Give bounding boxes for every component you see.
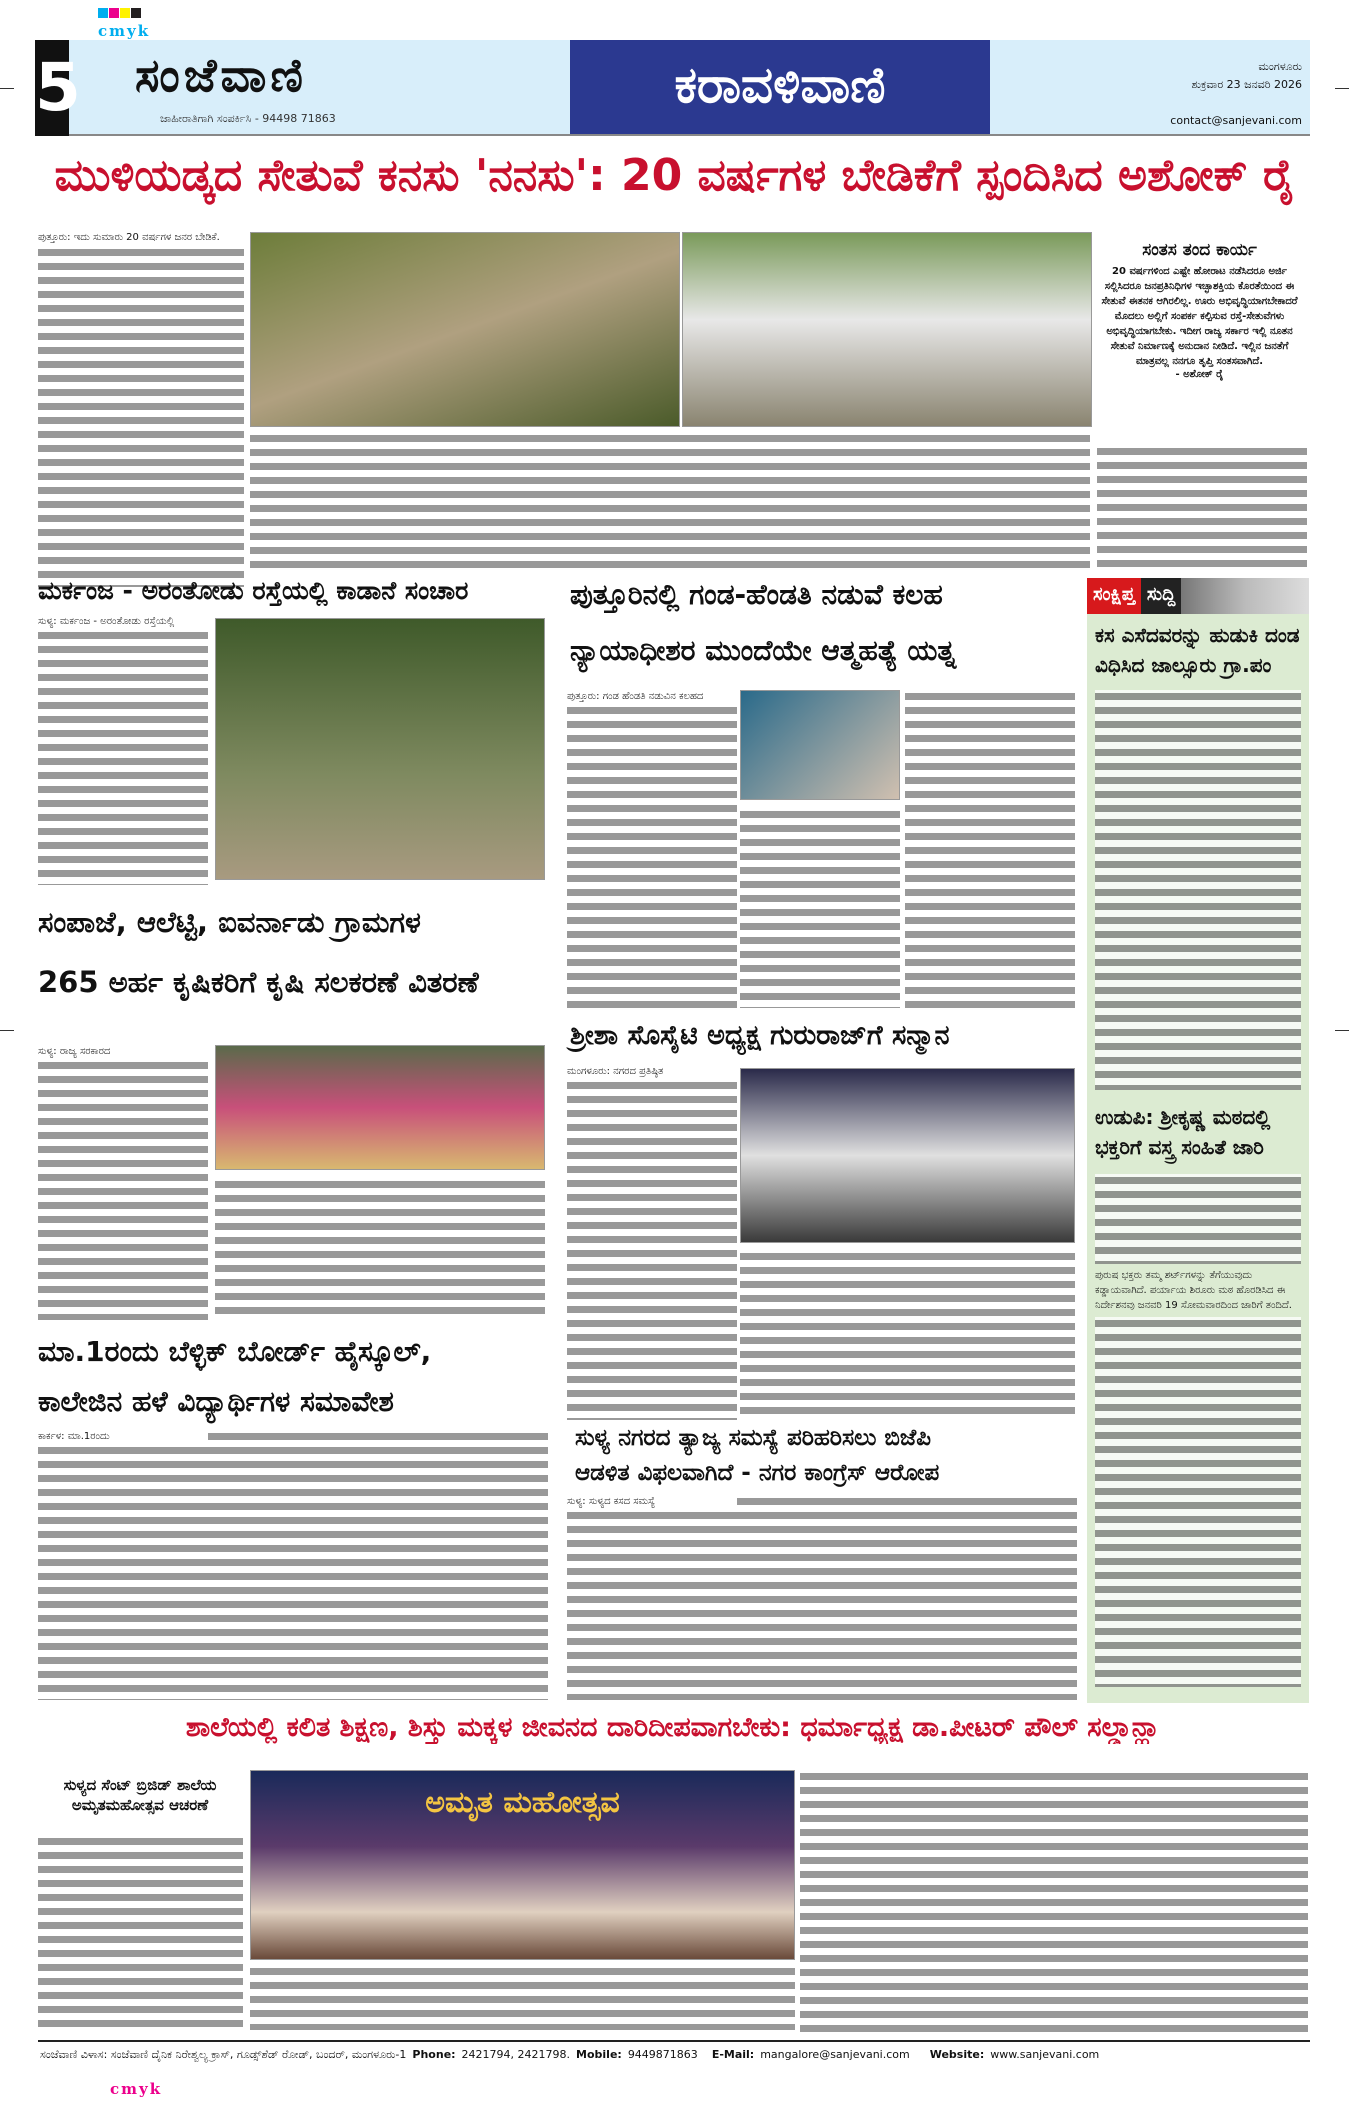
section-logo: ಕರಾವಳಿವಾಣಿ	[570, 40, 990, 134]
paper-logo: ಸಂಜೆವಾಣಿ	[135, 48, 307, 102]
story-headline: ನ್ಯಾಯಾಧೀಶರ ಮುಂದೆಯೇ ಆತ್ಮಹತ್ಯೆ ಯತ್ನ	[570, 634, 957, 667]
cmyk-label: cmyk	[98, 22, 151, 40]
elephant-photo	[215, 618, 545, 880]
lead-sidebar	[1097, 240, 1302, 380]
group-photo	[682, 232, 1092, 427]
lead-body-right	[1097, 445, 1307, 570]
crop-mark	[0, 88, 14, 89]
brief-body	[1095, 1317, 1301, 1687]
bridge-photo	[250, 232, 680, 427]
brief-body	[1095, 1174, 1301, 1264]
brief-news-panel	[1087, 578, 1309, 1703]
story-body-start: ಸುಳ್ಯ: ಮರ್ಕಂಜ - ಅರಂತೋಡು ರಸ್ತೆಯಲ್ಲಿ	[38, 615, 208, 629]
photo-banner-text: ಅಮೃತ ಮಹೋತ್ಸವ	[425, 1785, 620, 1820]
brief-label-red: ಸಂಕ್ಷಿಪ್ತ	[1087, 578, 1141, 614]
story-headline: ಮಾ.1ರಂದು ಬೆಳ್ಳಿಕ್ ಬೋರ್ಡ್ ಹೈಸ್ಕೂಲ್,	[38, 1335, 432, 1368]
color-registration-top	[98, 4, 150, 40]
phone: 2421794, 2421798.	[461, 2048, 571, 2061]
crop-mark	[0, 1030, 14, 1031]
black-swatch	[131, 8, 141, 18]
footer	[40, 2048, 1310, 2062]
lead-headline: ಮುಳಿಯಡ್ಕದ ಸೇತುವೆ ಕನಸು 'ನನಸು': 20 ವರ್ಷಗಳ ಬೇಡಿಕೆಗೆ ಸ್ಪಂದಿಸಿದ ಅಶೋಕ್ ರೈ	[54, 150, 1296, 201]
footer-email[interactable]: mangalore@sanjevani.com	[760, 2048, 910, 2061]
masthead	[35, 40, 1310, 136]
city: ಮಂಗಳೂರು	[1258, 60, 1302, 73]
phone-label: Phone:	[412, 2048, 456, 2061]
story-headline: ಆಡಳಿತ ವಿಫಲವಾಗಿದೆ - ನಗರ ಕಾಂಗ್ರೆಸ್ ಆರೋಪ	[575, 1460, 940, 1486]
brief-body	[1095, 690, 1301, 1090]
contact-email[interactable]: contact@sanjevani.com	[1170, 114, 1302, 127]
story-body	[38, 1045, 208, 1320]
cyan-swatch	[98, 8, 108, 18]
farmers-photo	[215, 1045, 545, 1170]
story-body	[905, 690, 1075, 1010]
sidebar-title: ಸಂತಸ ತಂದ ಕಾರ್ಯ	[1142, 240, 1257, 260]
story-body-start: ಸುಳ್ಯ: ರಾಜ್ಯ ಸರಕಾರದ	[38, 1045, 208, 1059]
story-body-start: ಪುತ್ತೂರು: ಗಂಡ ಹೆಂಡತಿ ನಡುವಿನ ಕಲಹದ	[567, 690, 737, 704]
lead-body-start: ಪುತ್ತೂರು: ಇದು ಸುಮಾರು 20 ವರ್ಷಗಳ ಜನರ ಬೇಡಿಕೆ.	[38, 232, 244, 243]
brief-label-black: ಸುದ್ದಿ	[1141, 578, 1182, 614]
story-body	[567, 1495, 1077, 1700]
brief-news-label	[1087, 578, 1309, 614]
footer-rule	[38, 2040, 1310, 2042]
felicitation-photo	[740, 1068, 1075, 1243]
crop-mark	[1335, 1030, 1349, 1031]
lead-body-col1	[38, 232, 244, 587]
story-body	[740, 808, 900, 1008]
story-body-start: ಕಾರ್ಕಳ: ಮಾ.1ರಂದು	[38, 1430, 208, 1444]
label-gradient	[1181, 578, 1309, 614]
magenta-swatch	[109, 8, 119, 18]
date: ಶುಕ್ರವಾರ 23 ಜನವರಿ 2026	[1191, 78, 1302, 91]
bottom-subhead: ಸುಳ್ಯದ ಸೆಂಟ್ ಬ್ರಿಜಿಡ್ ಶಾಲೆಯ ಅಮೃತಮಹೋತ್ಸವ ಆಚರಣೆ	[63, 1776, 217, 1814]
page-number: 5	[35, 40, 69, 136]
footer-website[interactable]: www.sanjevani.com	[990, 2048, 1100, 2061]
story-body	[740, 1250, 1075, 1415]
story-headline: ಪುತ್ತೂರಿನಲ್ಲಿ ಗಂಡ-ಹೆಂಡತಿ ನಡುವೆ ಕಲಹ	[570, 578, 943, 611]
story-headline: ಮರ್ಕಂಜ - ಅರಂತೋಡು ರಸ್ತೆಯಲ್ಲಿ ಕಾಡಾನೆ ಸಂಚಾರ	[38, 576, 469, 605]
crop-mark	[1335, 88, 1349, 89]
story-body	[215, 1178, 545, 1318]
story-headline: ಸುಳ್ಯ ನಗರದ ತ್ಯಾಜ್ಯ ಸಮಸ್ಯೆ ಪರಿಹರಿಸಲು ಬಿಜೆಪಿ	[575, 1425, 931, 1451]
story-body-start: ಸುಳ್ಯ: ಸುಳ್ಯದ ಕಸದ ಸಮಸ್ಯೆ	[567, 1495, 737, 1509]
yellow-swatch	[120, 8, 130, 18]
mobile: 9449871863	[627, 2048, 698, 2061]
bottom-headline: ಶಾಲೆಯಲ್ಲಿ ಕಲಿತ ಶಿಕ್ಷಣ, ಶಿಸ್ತು ಮಕ್ಕಳ ಜೀವನದ ದಾರಿದೀಪವಾಗಬೇಕು: ಧರ್ಮಾಧ್ಯಕ್ಷ ಡಾ.ಪೀಟರ್ ಪೌಲ್ ಸಲ್ಡಾನ್ಹಾ	[185, 1712, 1161, 1743]
story-body	[250, 1965, 795, 2030]
sidebar-text: 20 ವರ್ಷಗಳಿಂದ ಎಷ್ಟೇ ಹೋರಾಟ ನಡೆಸಿದರೂ ಅರ್ಜಿ ಸಲ್ಲಿಸಿದರೂ ಜನಪ್ರತಿನಿಧಿಗಳ ಇಚ್ಛಾಶಕ್ತಿಯ ಕೊರತೆಯಿಂದ ಈ ಸೇತುವೆ ಈತನಕ ಆಗಿರಲಿಲ್ಲ. ಊರು ಅಭಿವೃದ್ಧಿಯಾಗಬೇಕಾದರೆ ಮೊದಲು ಅಲ್ಲಿಗೆ ಸಂಪರ್ಕ ಕಲ್ಪಿಸುವ ರಸ್ತೆ-ಸೇತುವೆಗಳು ಅಭಿವೃದ್ಧಿಯಾಗಬೇಕು. ಇದೀಗ ರಾಜ್ಯ ಸರ್ಕಾರ ಇಲ್ಲಿ ನೂತನ ಸೇತುವೆ ನಿರ್ಮಾಣಕ್ಕೆ ಅನುದಾನ ನೀಡಿದೆ. ಇಲ್ಲಿನ ಜನತೆಗೆ ಮಾತ್ರವಲ್ಲ ನನಗೂ ತೃಪ್ತಿ ಸಂತಸವಾಗಿದೆ.	[1101, 266, 1298, 367]
story-headline: 265 ಅರ್ಹ ಕೃಷಿಕರಿಗೆ ಕೃಷಿ ಸಲಕರಣೆ ವಿತರಣೆ	[38, 965, 479, 999]
mobile-label: Mobile:	[576, 2048, 622, 2061]
story-body	[38, 1430, 548, 1700]
ad-contact: ಜಾಹೀರಾತಿಗಾಗಿ ಸಂಪರ್ಕಿಸಿ - 94498 71863	[160, 112, 336, 125]
footer-address: ಸಂಜೆವಾಣಿ ವಿಳಾಸ: ಸಂಜೆವಾಣಿ ದೈನಿಕ ನಿರೇಶ್ವಲ್ಯ ಕ್ರಾಸ್, ಗೂಡ್ಸ್‌ಶೆಡ್ ರೋಡ್, ಬಂದರ್, ಮಂಗಳೂರು-1	[40, 2048, 407, 2061]
story-body	[567, 690, 737, 1010]
story-body	[800, 1770, 1308, 2032]
story-headline: ಕಾಲೇಜಿನ ಹಳೆ ವಿದ್ಯಾರ್ಥಿಗಳ ಸಮಾವೇಶ	[38, 1385, 394, 1418]
story-body-start: ಮಂಗಳೂರು: ನಗರದ ಪ್ರತಿಷ್ಠಿತ	[567, 1065, 737, 1079]
story-body	[38, 615, 208, 885]
sidebar-author: - ಅಶೋಕ್ ರೈ	[1175, 369, 1224, 380]
website-label: Website:	[929, 2048, 985, 2061]
celebration-photo	[250, 1770, 795, 1960]
story-headline: ಶ್ರೀಶಾ ಸೊಸೈಟಿ ಅಧ್ಯಕ್ಷ ಗುರುರಾಜ್‌ಗೆ ಸನ್ಮಾನ	[570, 1020, 950, 1051]
brief-excerpt: ಪುರುಷ ಭಕ್ತರು ತಮ್ಮ ಶರ್ಟ್‌ಗಳನ್ನು ತೆಗೆಯುವುದು ಕಡ್ಡಾಯವಾಗಿದೆ. ಪರ್ಯಾಯ ಶಿರೂರು ಮಠ ಹೊರಡಿಸಿದ ಈ ನಿರ್ದೇಶನವು ಜನವರಿ 19 ಸೋಮವಾರದಿಂದ ಜಾರಿಗೆ ತಂದಿದೆ.	[1095, 1270, 1292, 1311]
hospital-photo	[740, 690, 900, 800]
story-headline: ಸಂಪಾಜೆ, ಆಲೆಟ್ಟಿ, ಐವರ್ನಾಡು ಗ್ರಾಮಗಳ	[38, 905, 421, 939]
cmyk-label-bottom: cmyk	[110, 2080, 163, 2098]
lead-body-cols	[250, 432, 1090, 574]
story-body	[38, 1835, 243, 2030]
email-label: E-Mail:	[711, 2048, 755, 2061]
story-body	[567, 1065, 737, 1420]
brief-headline: ಕಸ ಎಸೆದವರನ್ನು ಹುಡುಕಿ ದಂಡ ವಿಧಿಸಿದ ಜಾಲ್ಸೂರು ಗ್ರಾ.ಪಂ	[1095, 623, 1300, 677]
brief-headline: ಉಡುಪಿ: ಶ್ರೀಕೃಷ್ಣ ಮಠದಲ್ಲಿ ಭಕ್ತರಿಗೆ ವಸ್ತ್ರ ಸಂಹಿತೆ ಜಾರಿ	[1095, 1105, 1271, 1159]
